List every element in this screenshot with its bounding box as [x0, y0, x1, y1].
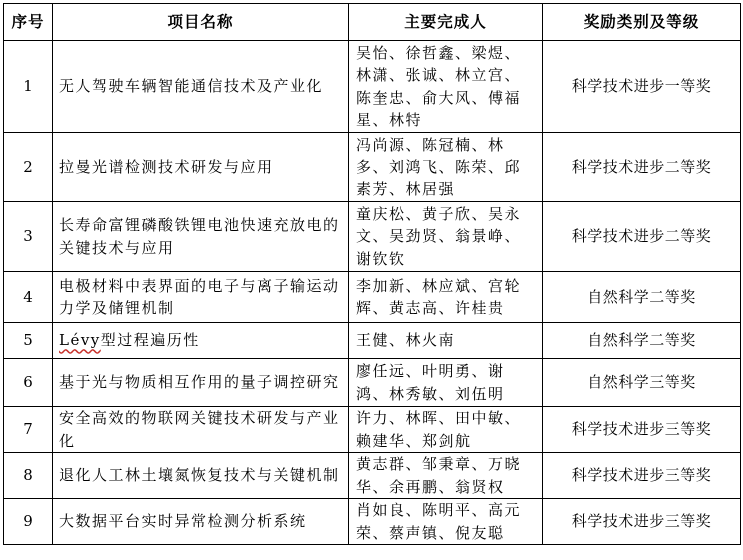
completers: 冯尚源、陈冠楠、林多、刘鸿飞、陈荣、邱素芳、林居强: [349, 133, 543, 202]
row-no: 3: [4, 202, 53, 272]
award-level: 科学技术进步三等奖: [543, 453, 741, 499]
award-level: 科学技术进步三等奖: [543, 407, 741, 453]
table-row: [4, 133, 741, 202]
completers: 黄志群、邹秉章、万晓华、余再鹏、翁贤权: [349, 453, 543, 499]
completers: 肖如良、陈明平、高元荣、蔡声镇、倪友聪: [349, 499, 543, 545]
award-level: 自然科学二等奖: [543, 272, 741, 323]
award-level: 自然科学二等奖: [543, 323, 741, 359]
table-row: [4, 407, 741, 453]
row-no: 4: [4, 272, 53, 323]
row-no: 9: [4, 499, 53, 545]
award-level: 科学技术进步二等奖: [543, 202, 741, 272]
project-name-prefix: Lévy: [59, 331, 101, 350]
project-name: 基于光与物质相互作用的量子调控研究: [53, 359, 349, 407]
project-name: 安全高效的物联网关键技术研发与产业化: [53, 407, 349, 453]
header-name: 项目名称: [53, 4, 349, 41]
table-row: [4, 323, 741, 359]
header-award: 奖励类别及等级: [543, 4, 741, 41]
row-no: 2: [4, 133, 53, 202]
project-name: 拉曼光谱检测技术研发与应用: [53, 133, 349, 202]
table-row: [4, 202, 741, 272]
row-no: 5: [4, 323, 53, 359]
completers: 吴怡、徐哲鑫、梁煜、林潇、张诚、林立宫、陈奎忠、俞大风、傅福星、林特: [349, 41, 543, 133]
completers: 许力、林晖、田中敏、赖建华、郑剑航: [349, 407, 543, 453]
header-row: [4, 4, 741, 41]
table-row: [4, 272, 741, 323]
header-no: 序号: [4, 4, 53, 41]
table-row: [4, 453, 741, 499]
awards-table: [3, 3, 741, 545]
project-name-rest: 型过程遍历性: [100, 331, 200, 350]
completers: 童庆松、黄子欣、吴永文、吴劲贤、翁景峥、谢钦钦: [349, 202, 543, 272]
completers: 王健、林火南: [349, 323, 543, 359]
project-name: 电极材料中表界面的电子与离子输运动力学及储锂机制: [53, 272, 349, 323]
award-level: 自然科学三等奖: [543, 359, 741, 407]
row-no: 7: [4, 407, 53, 453]
completers: 李加新、林应斌、宫轮辉、黄志高、许桂贵: [349, 272, 543, 323]
row-no: 8: [4, 453, 53, 499]
header-people: 主要完成人: [349, 4, 543, 41]
table-row: [4, 41, 741, 133]
award-level: 科学技术进步二等奖: [543, 133, 741, 202]
row-no: 1: [4, 41, 53, 133]
project-name: 无人驾驶车辆智能通信技术及产业化: [53, 41, 349, 133]
project-name: 长寿命富锂磷酸铁锂电池快速充放电的关键技术与应用: [53, 202, 349, 272]
table-row: [4, 359, 741, 407]
table-row: [4, 499, 741, 545]
project-name: 退化人工林土壤氮恢复技术与关键机制: [53, 453, 349, 499]
project-name: [53, 323, 349, 359]
row-no: 6: [4, 359, 53, 407]
completers: 廖任远、叶明勇、谢鸿、林秀敏、刘伍明: [349, 359, 543, 407]
award-level: 科学技术进步三等奖: [543, 499, 741, 545]
award-level: 科学技术进步一等奖: [543, 41, 741, 133]
project-name: 大数据平台实时异常检测分析系统: [53, 499, 349, 545]
